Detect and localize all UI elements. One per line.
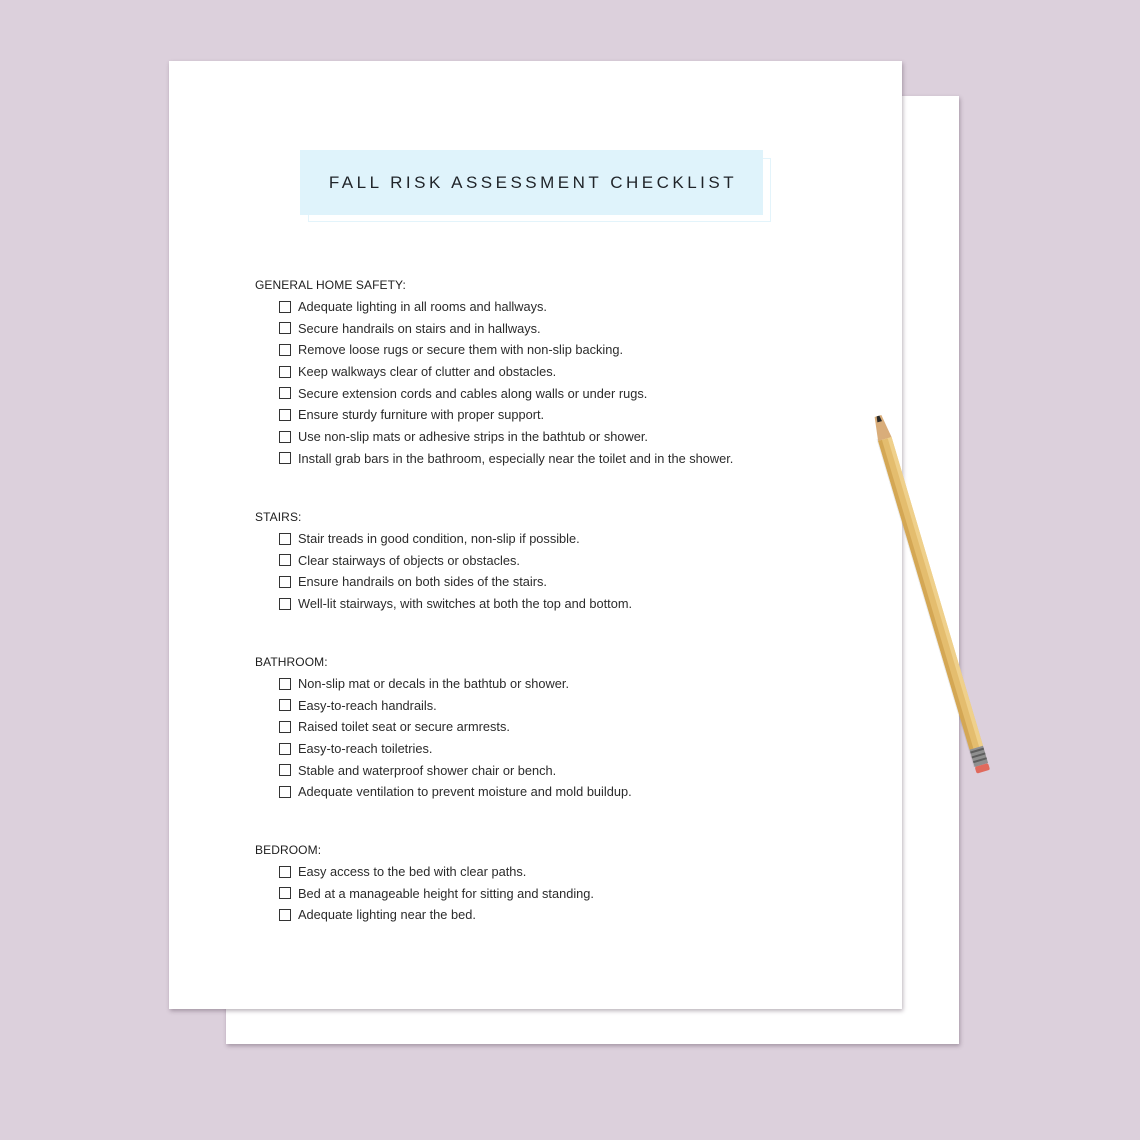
item-label: Adequate ventilation to prevent moisture and mold buildup. [298,784,632,800]
item-label: Ensure handrails on both sides of the stairs. [298,574,547,590]
item-label: Easy-to-reach handrails. [298,697,437,713]
item-label: Secure extension cords and cables along walls or under rugs. [298,385,648,401]
item-label: Easy-to-reach toiletries. [298,741,433,757]
item-label: Use non-slip mats or adhesive strips in the bathtub or shower. [298,429,648,445]
item-label: Easy access to the bed with clear paths. [298,864,527,879]
section-heading: BEDROOM: [255,843,322,857]
item-label: Remove loose rugs or secure them with non-slip backing. [298,342,624,358]
item-label: Well-lit stairways, with switches at both the top and bottom. [298,596,633,612]
item-label: Non-slip mat or decals in the bathtub or shower. [298,676,570,691]
section-heading: STAIRS: [255,510,302,524]
item-label: Stable and waterproof shower chair or bench. [298,762,557,778]
item-label: Secure handrails on stairs and in hallways. [298,320,541,336]
item-label: Adequate lighting in all rooms and hallways. [298,299,547,314]
item-label: Bed at a manageable height for sitting and standing. [298,885,594,901]
section-heading: BATHROOM: [255,655,328,669]
item-label: Adequate lighting near the bed. [298,907,476,923]
item-label: Install grab bars in the bathroom, especially near the toilet and in the shower. [298,450,734,466]
item-label: Clear stairways of objects or obstacles. [298,552,520,568]
item-label: Raised toilet seat or secure armrests. [298,719,510,735]
section-heading: GENERAL HOME SAFETY: [255,278,406,292]
item-label: Ensure sturdy furniture with proper support. [298,407,545,423]
item-label: Stair treads in good condition, non-slip if possible. [298,531,580,546]
page-title: FALL RISK ASSESSMENT CHECKLIST [328,172,738,192]
item-label: Keep walkways clear of clutter and obstacles. [298,364,557,380]
